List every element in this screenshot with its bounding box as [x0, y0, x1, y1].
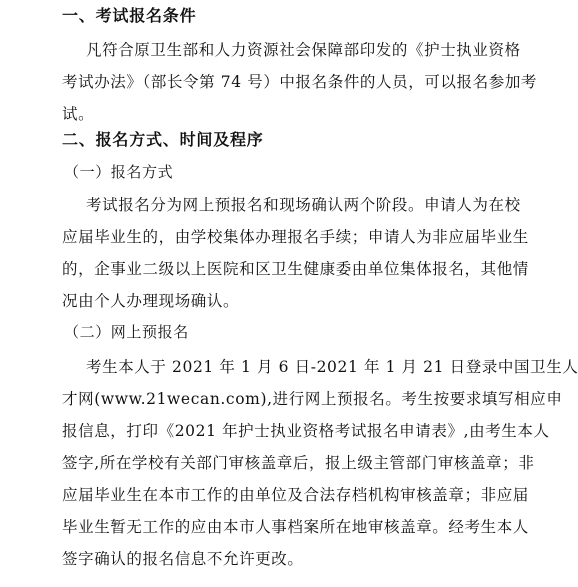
section-1-line-1: 凡符合原卫生部和人力资源社会保障部印发的《护士执业资格 [86, 41, 521, 59]
subsection-1-line-1: 考试报名分为网上预报名和现场确认两个阶段。申请人为在校 [86, 196, 521, 214]
subsection-2-line-6: 毕业生暂无工作的应由本市人事档案所在地审核盖章。经考生本人 [62, 518, 529, 536]
subsection-2-line-5: 应届毕业生在本市工作的由单位及合法存档机构审核盖章；非应届 [62, 486, 529, 504]
subsection-1-line-3: 的，企事业二级以上医院和区卫生健康委由单位集体报名，其他情 [62, 260, 529, 278]
subsection-2-line-7: 签字确认的报名信息不允许更改。 [62, 550, 304, 568]
subsection-1-heading: （一）报名方式 [64, 163, 174, 181]
subsection-2-heading: （二）网上预报名 [64, 323, 189, 341]
subsection-1-line-2: 应届毕业生的，由学校集体办理报名手续；申请人为非应届毕业生 [62, 228, 529, 246]
subsection-2-line-4: 签字,所在学校有关部门审核盖章后，报上级主管部门审核盖章；非 [62, 454, 535, 472]
section-1-line-3: 试。 [62, 105, 95, 123]
subsection-2-line-1: 考生本人于 2021 年 1 月 6 日-2021 年 1 月 21 日登录中国卫生人 [86, 358, 578, 376]
section-2-heading: 二、报名方式、时间及程序 [62, 130, 264, 149]
subsection-1-line-4: 况由个人办理现场确认。 [62, 292, 240, 310]
subsection-2-line-3: 报信息，打印《2021 年护士执业资格考试报名申请表》,由考生本人 [62, 422, 550, 440]
section-1-line-2: 考试办法》（部长令第 74 号）中报名条件的人员，可以报名参加考 [62, 73, 538, 91]
subsection-2-line-2: 才网(www.21wecan.com),进行网上预报名。考生按要求填写相应申 [62, 390, 563, 408]
section-1-heading: 一、考试报名条件 [62, 6, 197, 25]
